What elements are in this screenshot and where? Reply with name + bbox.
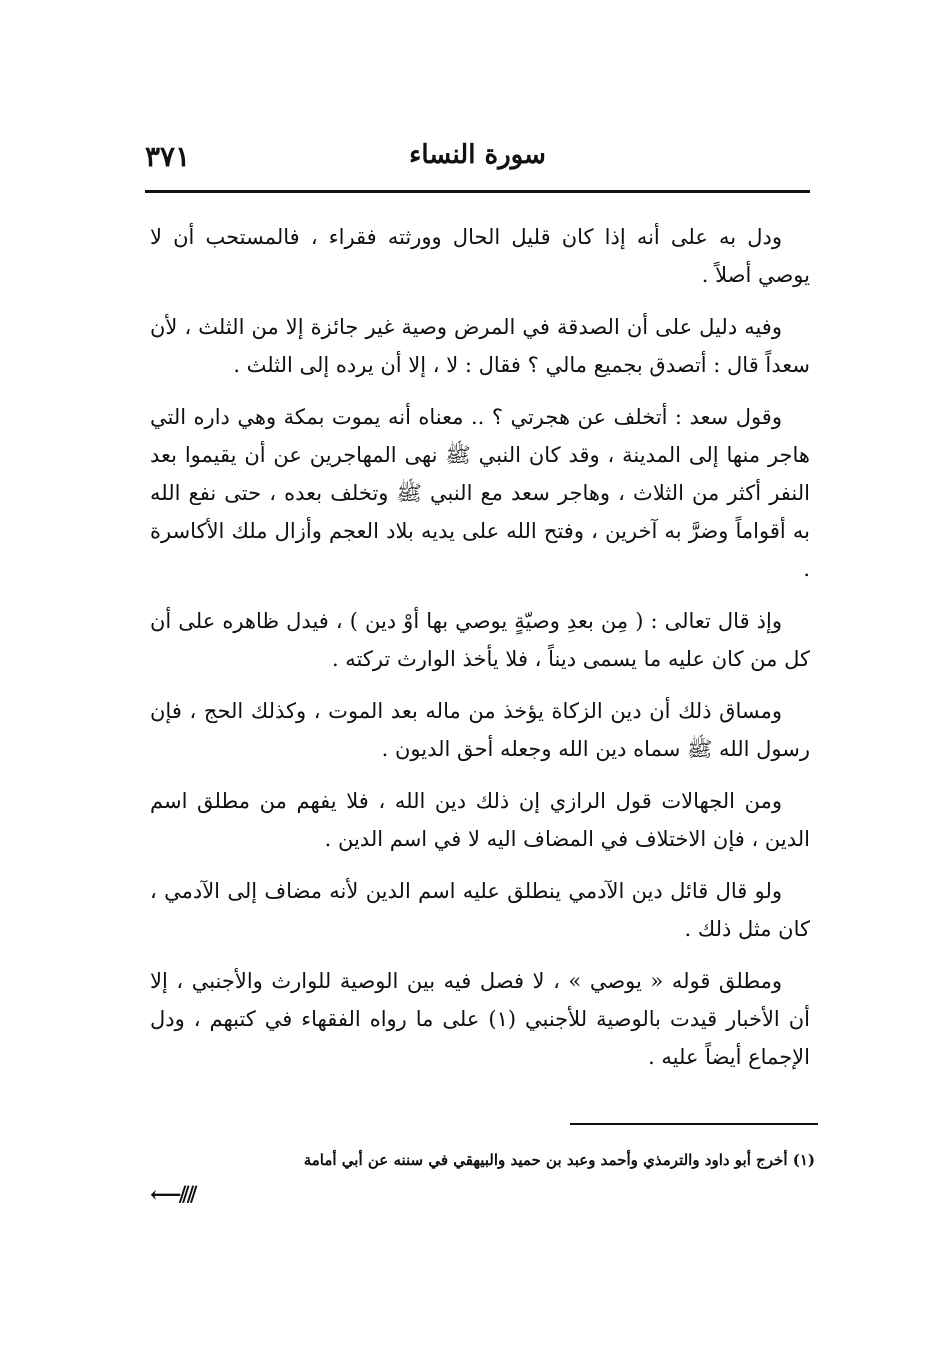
paragraph: وفيه دليل على أن الصدقة في المرض وصية غير جائزة إلا من الثلث ، لأن سعداً قال : أتصدق بجميع مالي ؟ فقال : لا ، إلا أن يرده إلى الثلث .	[150, 315, 810, 377]
paragraph: ومن الجهالات قول الرازي إن ذلك دين الله ، فلا يفهم من مطلق اسم الدين ، فإن الاختلاف في المضاف اليه لا في اسم الدين .	[150, 789, 810, 851]
footnote: (١) أخرج أبو داود والترمذي وأحمد وعبد بن حميد والبيهقي في سننه عن أبي أمامة	[303, 1151, 815, 1169]
page-header	[145, 140, 810, 180]
paragraph: ومساق ذلك أن دين الزكاة يؤخذ من ماله بعد الموت ، وكذلك الحج ، فإن رسول الله ﷺ سماه دين الله وجعله أحق الديون .	[150, 699, 810, 761]
paragraph: وإذ قال تعالى : ( مِن بعدِ وصيّةٍ يوصي بها أوْ دين ) ، فيدل ظاهره على أن كل من كان عليه ما يسمى ديناً ، فلا يأخذ الوارث تركته .	[150, 609, 810, 671]
paragraph: وقول سعد : أتخلف عن هجرتي ؟ .. معناه أنه يموت بمكة وهي داره التي هاجر منها إلى المدينة ، وقد كان النبي ﷺ نهى المهاجرين عن أن يقيموا بعد النفر أكثر من الثلاث ، وهاجر سعد مع النبي ﷺ وتخلف بعده ، حتى نفع الله به أقواماً وضرَّ به آخرين ، وفتح الله على يديه بلاد العجم وأزال ملك الأكاسرة .	[150, 405, 810, 581]
body-text	[150, 218, 810, 1090]
footnote-rule	[570, 1123, 818, 1125]
running-title: سورة النساء	[409, 140, 546, 170]
continuation-arrow-icon: ⟵⫽⫽	[150, 1182, 196, 1208]
paragraph: ومطلق قوله « يوصي » ، لا فصل فيه بين الوصية للوارث والأجنبي ، إلا أن الأخبار قيدت بالوصية للأجنبي (١) على ما رواه الفقهاء في كتبهم ، ودل الإجماع أيضاً عليه .	[150, 969, 810, 1069]
paragraph: ودل به على أنه إذا كان قليل الحال وورثته فقراء ، فالمستحب أن لا يوصي أصلاً .	[150, 225, 810, 287]
page-number: ٣٧١	[145, 140, 191, 173]
header-rule	[145, 190, 810, 193]
paragraph: ولو قال قائل دين الآدمي ينطلق عليه اسم الدين لأنه مضاف إلى الآدمي ، كان مثل ذلك .	[150, 879, 810, 941]
